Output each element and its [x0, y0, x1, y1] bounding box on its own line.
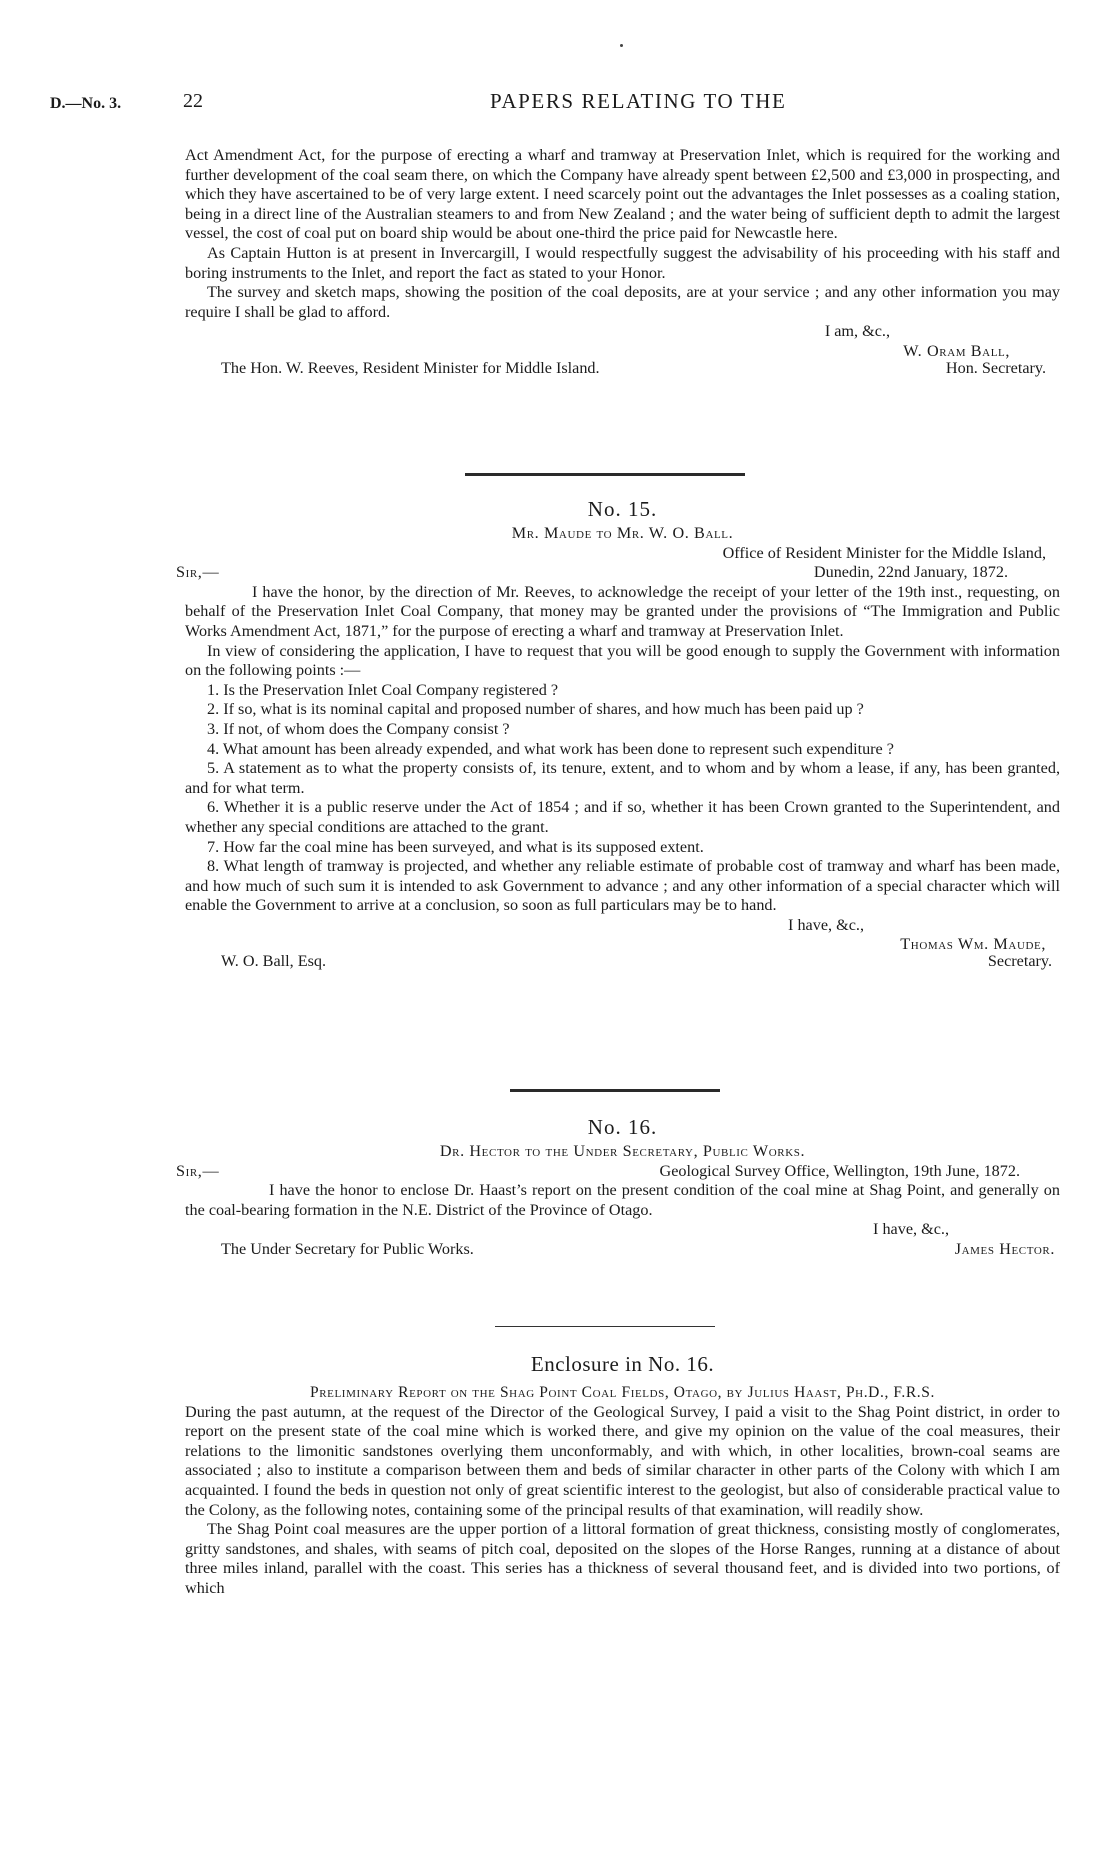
place-date: Geological Survey Office, Wellington, 19th June, 1872. [659, 1161, 1020, 1180]
closing-row [185, 916, 1060, 936]
paragraph: During the past autumn, at the request of the Director of the Geological Survey, I paid a visit to the Shag Point district, in order to report on the present state of the coal mine which is worked there, and give my opinion on the value of the coal measures, their relations to the limonitic sandstones overlying them unconformably, and with which, in other localities, brown-coal seams are associated ; also to institute a comparison between them and beds of similar character in other parts of the Colony with which I am acquainted. I found the beds in question not only of great scientific interest to the geologist, but also of considerable practical value to the Colony, as the following notes, containing some of the principal results of that examination, will readily show. [185, 1402, 1060, 1519]
list-item: 7. How far the coal mine has been surveyed, and what is its supposed extent. [207, 837, 704, 856]
running-header [50, 89, 1060, 118]
paragraph: I have the honor, by the direction of Mr. Reeves, to acknowledge the receipt of your letter of the 19th inst., requesting, on behalf of the Preservation Inlet Coal Company, that money may be granted under the provisions of “The Immigration and Public Works Amendment Act, 1871,” for the purpose of erecting a wharf and tramway at Preservation Inlet. [185, 582, 1060, 640]
list-item: 1. Is the Preservation Inlet Coal Company registered ? [207, 680, 559, 699]
running-title: PAPERS RELATING TO THE [490, 89, 787, 113]
salutation: Sir,— [176, 1161, 220, 1180]
addressee: W. O. Ball, Esq. [221, 952, 327, 971]
addressee-row [185, 359, 1060, 379]
signer-name: James Hector. [954, 1239, 1055, 1258]
paragraph: The survey and sketch maps, showing the position of the coal deposits, are at your service ; and any other information you may require I shall be glad to afford. [185, 283, 1060, 321]
letter-number-heading: No. 16. [587, 1115, 658, 1139]
closing: I am, &c., [824, 322, 890, 341]
addressee: The Hon. W. Reeves, Resident Minister for Middle Island. [221, 358, 600, 377]
list-item: 5. A statement as to what the property consists of, its tenure, extent, and to whom and by whom a lease, if any, has been granted, and for what term. [185, 759, 1060, 797]
salutation-row [176, 1161, 1060, 1182]
closing-row [185, 322, 1060, 342]
letter-no-16 [176, 1114, 1060, 1260]
closing: I have, &c., [873, 1220, 949, 1239]
enclosure-no-16 [185, 1351, 1060, 1599]
list-item: 6. Whether it is a public reserve under the Act of 1854 ; and if so, whether it has been Crown granted to the Superintendent, and whether any special conditions are attached to the grant. [185, 798, 1060, 836]
signer-name: Thomas Wm. Maude, [900, 935, 1046, 954]
section-divider [510, 1089, 720, 1092]
list-item: 4. What amount has been already expended, and what work has been done to represent such expenditure ? [207, 739, 894, 758]
closing: I have, &c., [788, 915, 864, 934]
page-number: 22 [183, 90, 203, 112]
section-divider [465, 473, 745, 476]
paragraph: As Captain Hutton is at present in Invercargill, I would respectfully suggest the advisability of his proceeding with his staff and boring instruments to the Inlet, and report the fact as stated to your Honor. [185, 243, 1060, 282]
report-title: Preliminary Report on the Shag Point Coal Fields, Otago, by Julius Haast, Ph.D., F.R.S. [310, 1384, 935, 1401]
place-date: Dunedin, 22nd January, 1872. [813, 563, 1008, 582]
paragraph: In view of considering the application, I have to request that you will be good enough to supply the Government with information on the following points :— [185, 641, 1060, 680]
enclosure-heading: Enclosure in No. 16. [530, 1352, 715, 1376]
list-item: 3. If not, of whom does the Company consist ? [207, 719, 510, 738]
document-reference: D.—No. 3. [50, 95, 122, 112]
addressee-row [185, 1240, 1060, 1260]
letter-subheading: Mr. Maude to Mr. W. O. Ball. [511, 524, 734, 542]
office-row [185, 544, 1060, 564]
addressee: The Under Secretary for Public Works. [221, 1239, 474, 1258]
salutation: Sir,— [176, 563, 220, 582]
signer-name: W. Oram Ball, [903, 341, 1010, 360]
section-divider [495, 1326, 715, 1327]
paragraph: Act Amendment Act, for the purpose of erecting a wharf and tramway at Preservation Inlet, which is required for the working and further development of the coal seam there, on which the Company have already spent between £2,500 and £3,000 in prospecting, and which they have ascertained to be of very large extent. I need scarcely point out the advantages the Inlet possesses as a coaling station, being in a direct line of the Australian steamers to and from New Zealand ; and the water being of sufficient depth to admit the largest vessel, the cost of coal put on board ship would be about one-third the price paid for Newcastle here. [185, 146, 1060, 243]
office-line: Office of Resident Minister for the Middle Island, [722, 543, 1046, 562]
salutation-row [176, 563, 1060, 583]
addressee-row [185, 952, 1060, 972]
ink-speck [620, 44, 623, 47]
list-item: 8. What length of tramway is projected, and whether any reliable estimate of probable cost of tramway and wharf has been made, and how much of such sum it is intended to ask Government to advance ; and any other information of a special character which will enable the Government to arrive at a conclusion, so soon as full particulars may be to hand. [185, 857, 1060, 915]
letter-no-15 [176, 496, 1060, 972]
signer-title: Hon. Secretary. [945, 358, 1046, 377]
closing-row [185, 1220, 1060, 1240]
paragraph: The Shag Point coal measures are the upper portion of a littoral formation of great thickness, consisting mostly of conglomerates, gritty sandstones, and shales, with seams of pitch coal, deposited on the slopes of the Horse Ranges, running at a distance of about three miles inland, parallel with the coast. This series has a thickness of several thousand feet, and is divided into two portions, of which [185, 1520, 1060, 1597]
letter-continuation [185, 146, 1060, 378]
signer-title: Secretary. [987, 952, 1052, 971]
list-item: 2. If so, what is its nominal capital and proposed number of shares, and how much has been paid up ? [207, 700, 864, 719]
paragraph: I have the honor to enclose Dr. Haast’s report on the present condition of the coal mine at Shag Point, and generally on the coal-bearing formation in the N.E. District of the Province of Otago. [185, 1181, 1060, 1219]
letter-subheading: Dr. Hector to the Under Secretary, Public Works. [439, 1142, 806, 1160]
letter-number-heading: No. 15. [587, 497, 658, 521]
